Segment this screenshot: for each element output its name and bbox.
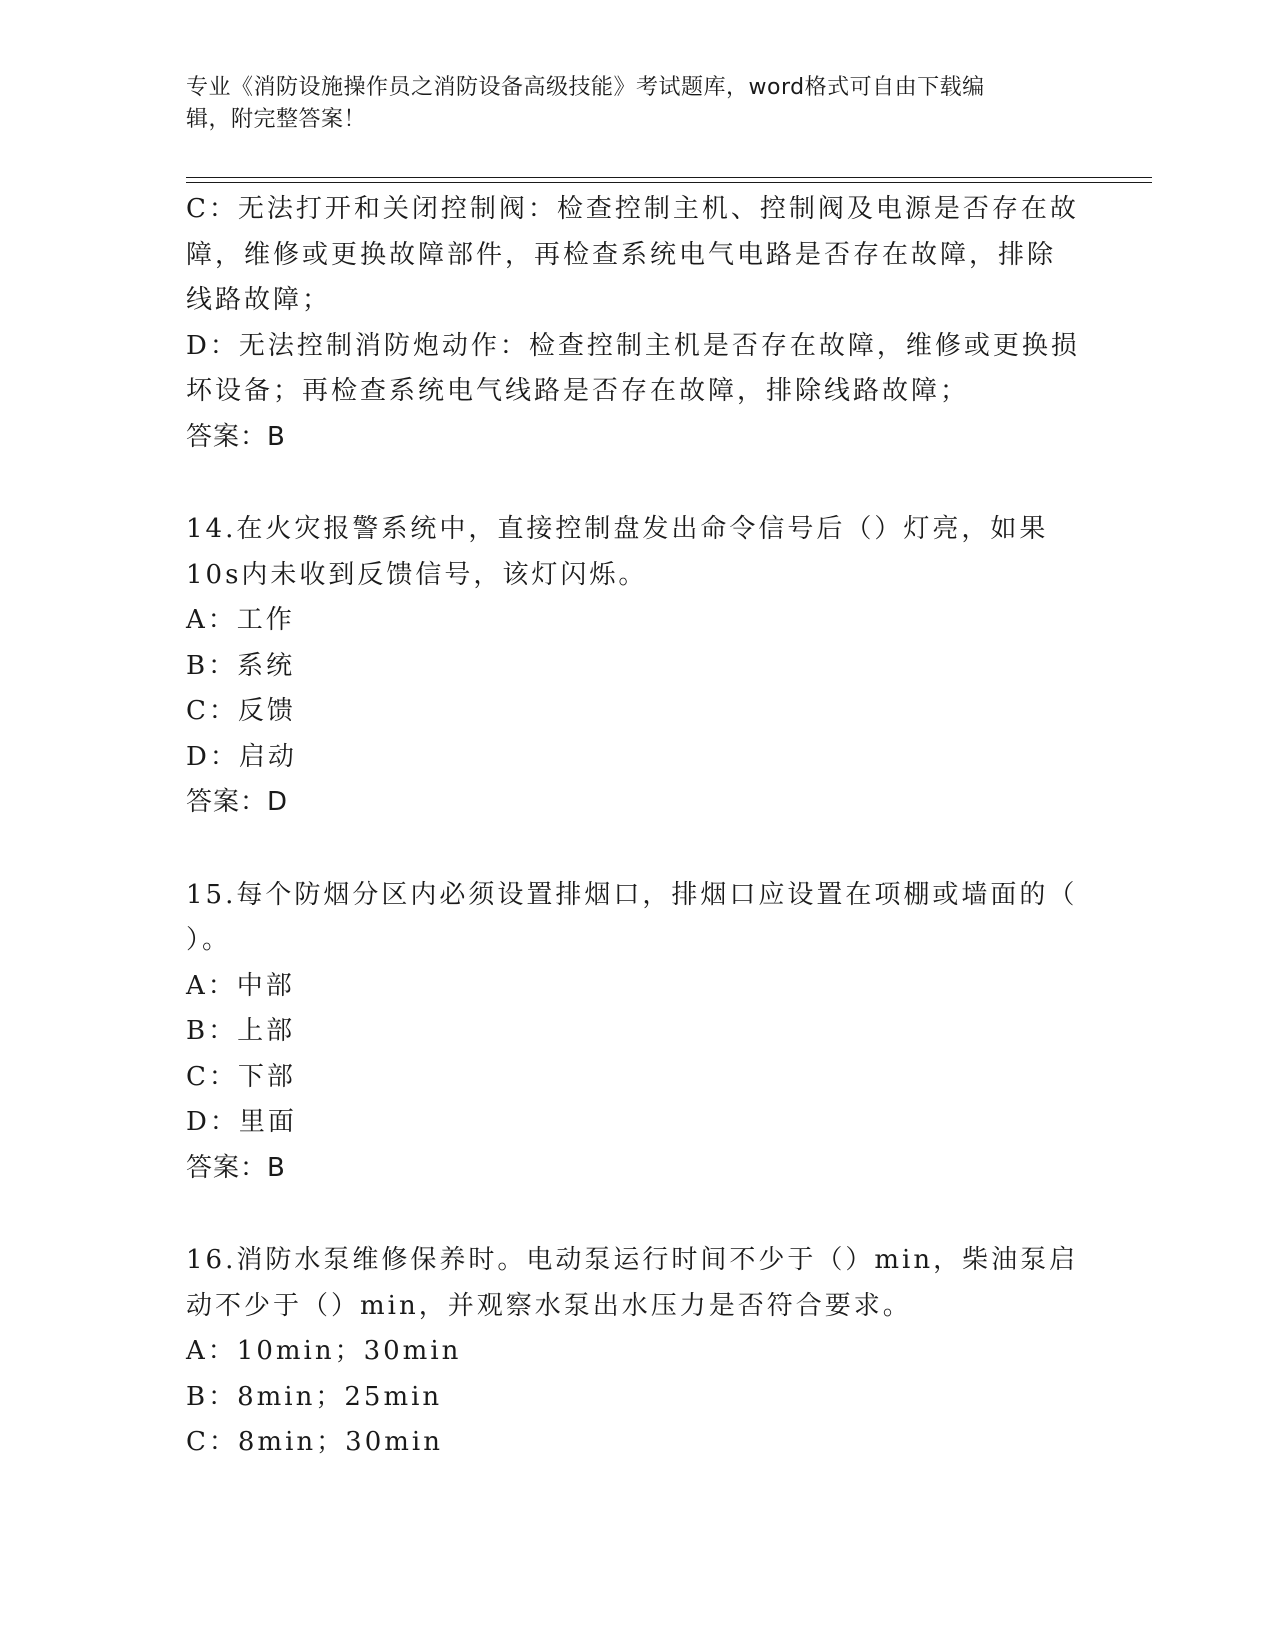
document-header <box>186 72 1066 136</box>
option-c-line: 线路故障； <box>186 285 332 315</box>
answer-line: 答案：B <box>186 421 286 452</box>
question-list <box>186 187 1086 1466</box>
question-16 <box>186 1238 1086 1466</box>
option-a: A：10min；30min <box>186 1336 462 1366</box>
question-stem: 14.在火灾报警系统中，直接控制盘发出命令信号后（）灯亮，如果 <box>186 514 1049 544</box>
answer-line: 答案：B <box>186 1152 286 1183</box>
option-d-line: 坏设备；再检查系统电气线路是否存在故障，排除线路故障； <box>186 376 970 406</box>
option-b: B：8min；25min <box>186 1381 443 1412</box>
question-13-tail <box>186 187 1086 460</box>
option-c: C：反馈 <box>186 696 296 726</box>
answer-line: 答案：D <box>186 787 289 817</box>
header-line-2: 辑，附完整答案！ <box>186 107 367 132</box>
option-b: B：上部 <box>186 1016 296 1046</box>
option-d: D：启动 <box>186 741 297 772</box>
question-stem: 16.消防水泵维修保养时。电动泵运行时间不少于（）min，柴油泵启 <box>186 1245 1079 1275</box>
header-divider-bottom <box>186 182 1152 183</box>
option-c-line: 障，维修或更换故障部件，再检查系统电气电路是否存在故障，排除 <box>186 239 1057 270</box>
option-c: C：8min；30min <box>186 1427 443 1457</box>
question-14 <box>186 507 1086 826</box>
header-line-1: 专业《消防设施操作员之消防设备高级技能》考试题库，word格式可自由下载编 <box>186 75 985 100</box>
question-stem: ）。 <box>186 925 232 955</box>
option-b: B：系统 <box>186 650 296 681</box>
question-stem: 动不少于（）min，并观察水泵出水压力是否符合要求。 <box>186 1290 912 1321</box>
question-stem: 10s内未收到反馈信号，该灯闪烁。 <box>186 559 648 590</box>
option-a: A：中部 <box>186 970 295 1001</box>
option-d: D：里面 <box>186 1107 297 1137</box>
question-stem: 15.每个防烟分区内必须设置排烟口，排烟口应设置在项棚或墙面的（ <box>186 879 1078 910</box>
option-a: A：工作 <box>186 605 295 635</box>
option-d-line: D：无法控制消防炮动作：检查控制主机是否存在故障，维修或更换损 <box>186 330 1080 361</box>
option-c-line: C：无法打开和关闭控制阀：检查控制主机、控制阀及电源是否存在故 <box>186 194 1079 224</box>
header-divider-top <box>186 177 1152 178</box>
question-15 <box>186 873 1086 1192</box>
option-c: C：下部 <box>186 1061 296 1092</box>
